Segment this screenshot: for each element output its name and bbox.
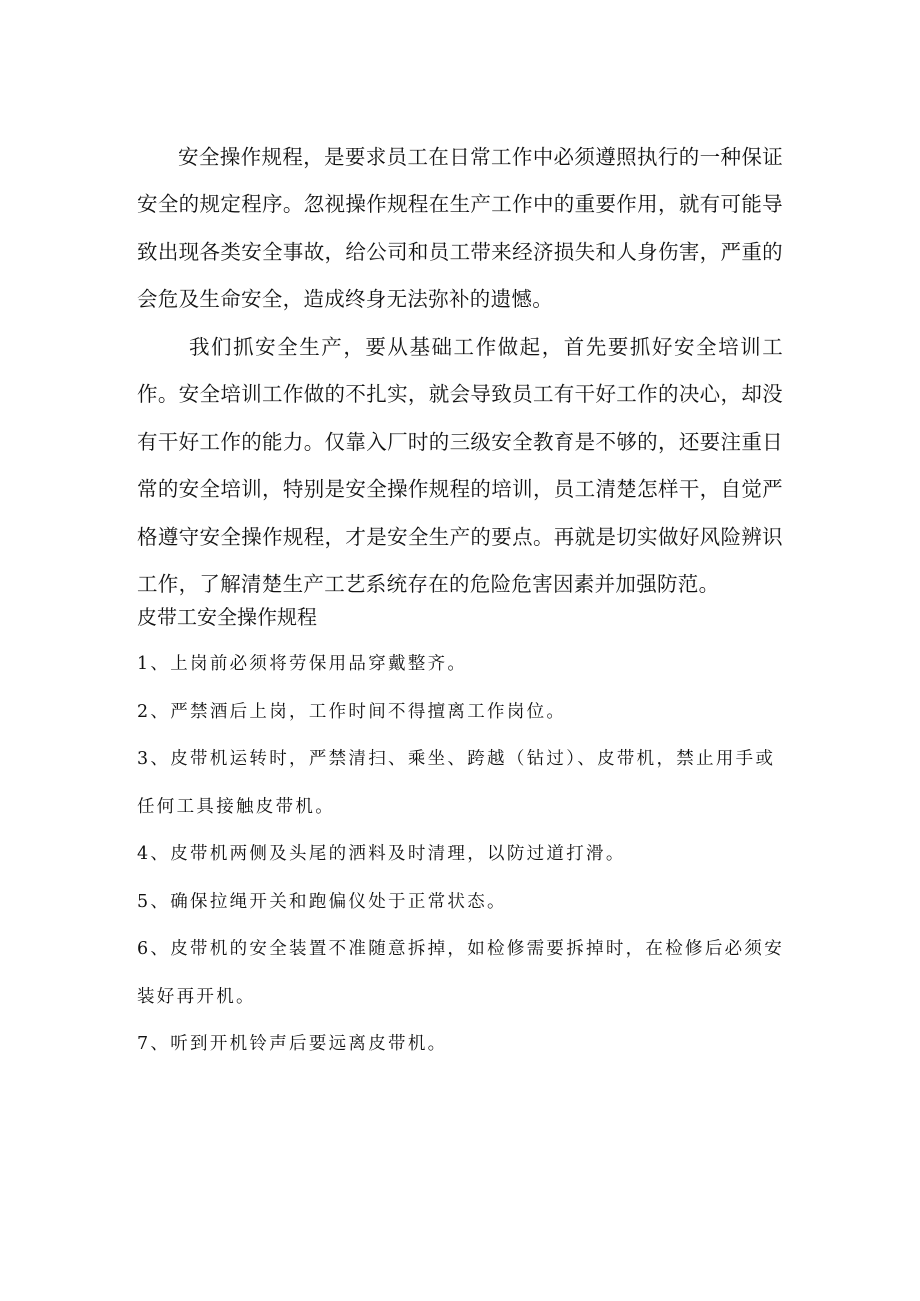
rules-list — [137, 641, 787, 1069]
intro-paragraph-1: 安全操作规程，是要求员工在日常工作中必须遵照执行的一种保证安全的规定程序。忽视操作规程在生产工作中的重要作用，就有可能导致出现各类安全事故，给公司和员工带来经济损失和人身伤害，严重的会危及生命安全，造成终身无法弥补的遗憾。 — [137, 144, 783, 311]
rule-item-4: 4、皮带机两侧及头尾的洒料及时清理，以防过道打滑。 — [137, 844, 626, 864]
rule-item-7: 7、听到开机铃声后要远离皮带机。 — [137, 1034, 448, 1054]
rule-item-6: 6、皮带机的安全装置不准随意拆掉，如检修需要拆掉时，在检修后必须安装好再开机。 — [137, 939, 785, 1007]
rule-item-2: 2、严禁酒后上岗，工作时间不得擅离工作岗位。 — [137, 701, 567, 722]
rule-item-5: 5、确保拉绳开关和跑偏仪处于正常状态。 — [137, 891, 507, 912]
rule-item-1: 1、上岗前必须将劳保用品穿戴整齐。 — [137, 654, 468, 674]
rule-item-3: 3、皮带机运转时，严禁清扫、乘坐、跨越（钻过）、皮带机，禁止用手或任何工具接触皮带机。 — [137, 749, 776, 817]
section-heading: 皮带工安全操作规程 — [137, 605, 317, 629]
intro-paragraph-2: 我们抓安全生产，要从基础工作做起，首先要抓好安全培训工作。安全培训工作做的不扎实，就会导致员工有干好工作的决心，却没有干好工作的能力。仅靠入厂时的三级安全教育是不够的，还要注重日常的安全培训，特别是安全操作规程的培训，员工清楚怎样干，自觉严格遵守安全操作规程，才是安全生产的要点。再就是切实做好风险辨识工作，了解清楚生产工艺系统存在的危险危害因素并加强防范。 — [137, 334, 783, 596]
